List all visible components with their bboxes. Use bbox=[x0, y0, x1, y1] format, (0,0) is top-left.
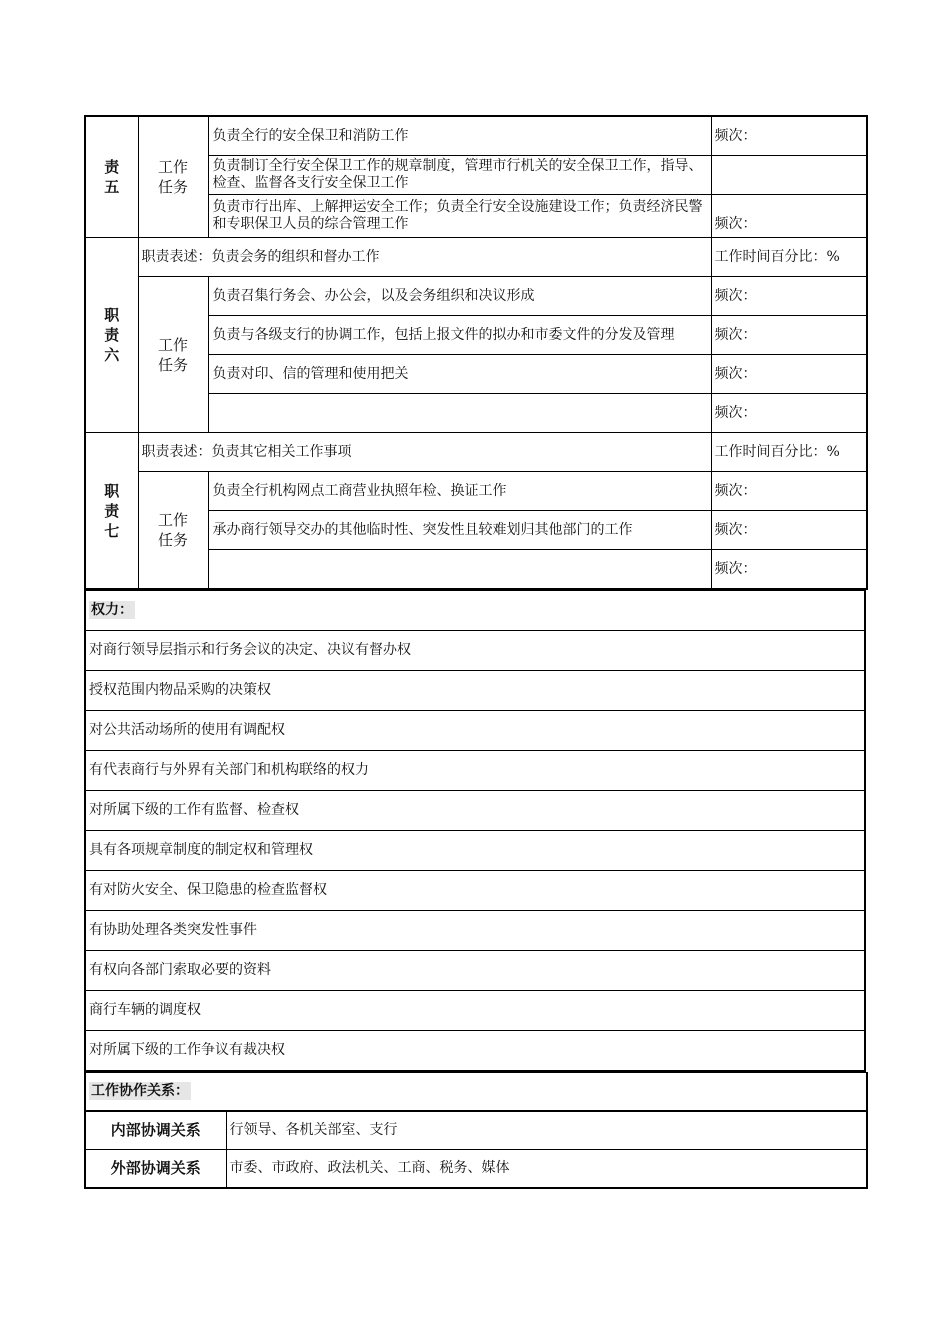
duty7-task-3 bbox=[208, 550, 711, 590]
relations-table bbox=[84, 1072, 868, 1189]
internal-relations-row bbox=[85, 1111, 867, 1150]
power-row bbox=[85, 871, 865, 911]
duty5-task-label-text: 工作 任务 bbox=[157, 158, 188, 196]
duty7-freq-1: 频次： bbox=[711, 472, 867, 511]
duty5-freq-3: 频次： bbox=[711, 195, 867, 238]
power-row bbox=[85, 751, 865, 791]
power-item-10: 商行车辆的调度权 bbox=[85, 991, 865, 1031]
power-item-3: 对公共活动场所的使用有调配权 bbox=[85, 711, 865, 751]
duty7-task-label-text: 工作 任务 bbox=[157, 511, 188, 549]
powers-table bbox=[84, 590, 866, 1072]
powers-heading: 权力： bbox=[91, 602, 133, 618]
duty7-percent: 工作时间百分比：% bbox=[711, 433, 867, 472]
internal-relations-value: 行领导、各机关部室、支行 bbox=[226, 1111, 867, 1150]
power-item-8: 有协助处理各类突发性事件 bbox=[85, 911, 865, 951]
external-relations-value: 市委、市政府、政法机关、工商、税务、媒体 bbox=[226, 1150, 867, 1189]
duty7-task-label bbox=[138, 472, 208, 590]
power-item-11: 对所属下级的工作争议有裁决权 bbox=[85, 1031, 865, 1072]
power-row bbox=[85, 671, 865, 711]
duty6-statement: 职责表述：负责会务的组织和督办工作 bbox=[138, 238, 711, 277]
duty6-row-1 bbox=[85, 277, 867, 316]
duty6-label-text: 职 责 六 bbox=[104, 306, 120, 364]
duty7-freq-3: 频次： bbox=[711, 550, 867, 590]
power-row bbox=[85, 951, 865, 991]
duty6-task-2: 负责与各级支行的协调工作，包括上报文件的拟办和市委文件的分发及管理 bbox=[208, 316, 711, 355]
duties-table bbox=[84, 115, 868, 590]
powers-heading-cell bbox=[85, 591, 865, 631]
duty5-task-2: 负责制订全行安全保卫工作的规章制度，管理市行机关的安全保卫工作，指导、检查、监督各支行安全保卫工作 bbox=[208, 156, 711, 195]
duty6-percent: 工作时间百分比：% bbox=[711, 238, 867, 277]
duty5-task-label bbox=[138, 116, 208, 238]
duty7-label bbox=[85, 433, 138, 590]
duty5-label bbox=[85, 116, 138, 238]
duty7-task-2: 承办商行领导交办的其他临时性、突发性且较难划归其他部门的工作 bbox=[208, 511, 711, 550]
relations-heading-row bbox=[85, 1073, 867, 1112]
power-row bbox=[85, 991, 865, 1031]
power-row bbox=[85, 711, 865, 751]
power-item-9: 有权向各部门索取必要的资料 bbox=[85, 951, 865, 991]
duty7-statement-row bbox=[85, 433, 867, 472]
duty6-task-4 bbox=[208, 394, 711, 433]
power-item-2: 授权范围内物品采购的决策权 bbox=[85, 671, 865, 711]
power-row bbox=[85, 631, 865, 671]
duty7-label-text: 职 责 七 bbox=[104, 481, 120, 540]
duty6-task-3: 负责对印、信的管理和使用把关 bbox=[208, 355, 711, 394]
power-item-1: 对商行领导层指示和行务会议的决定、决议有督办权 bbox=[85, 631, 865, 671]
duty6-statement-row bbox=[85, 238, 867, 277]
internal-relations-label: 内部协调关系 bbox=[85, 1111, 226, 1150]
power-item-7: 有对防火安全、保卫隐患的检查监督权 bbox=[85, 871, 865, 911]
power-row bbox=[85, 831, 865, 871]
duty7-statement: 职责表述：负责其它相关工作事项 bbox=[138, 433, 711, 472]
power-row bbox=[85, 911, 865, 951]
duty5-label-text: 责 五 bbox=[104, 158, 120, 196]
duty6-task-label bbox=[138, 277, 208, 433]
external-relations-row bbox=[85, 1150, 867, 1189]
power-item-5: 对所属下级的工作有监督、检查权 bbox=[85, 791, 865, 831]
duty7-task-1: 负责全行机构网点工商营业执照年检、换证工作 bbox=[208, 472, 711, 511]
duty5-row-1 bbox=[85, 116, 867, 156]
relations-heading: 工作协作关系： bbox=[91, 1083, 189, 1099]
duty7-freq-2: 频次： bbox=[711, 511, 867, 550]
duty5-task-1: 负责全行的安全保卫和消防工作 bbox=[208, 116, 711, 156]
power-row bbox=[85, 1031, 865, 1072]
duty5-freq-2 bbox=[711, 156, 867, 195]
job-description-sheet bbox=[84, 115, 866, 1189]
duty7-row-1 bbox=[85, 472, 867, 511]
duty6-freq-2: 频次： bbox=[711, 316, 867, 355]
duty5-freq-1: 频次： bbox=[711, 116, 867, 156]
powers-heading-row bbox=[85, 591, 865, 631]
relations-heading-cell bbox=[85, 1073, 867, 1112]
power-row bbox=[85, 791, 865, 831]
duty6-label bbox=[85, 238, 138, 433]
duty6-task-label-text: 工作 任务 bbox=[157, 335, 188, 374]
power-item-4: 有代表商行与外界有关部门和机构联络的权力 bbox=[85, 751, 865, 791]
duty6-task-1: 负责召集行务会、办公会，以及会务组织和决议形成 bbox=[208, 277, 711, 316]
external-relations-label: 外部协调关系 bbox=[85, 1150, 226, 1189]
duty5-task-3: 负责市行出库、上解押运安全工作；负责全行安全设施建设工作；负责经济民警和专职保卫人员的综合管理工作 bbox=[208, 195, 711, 238]
duty6-freq-3: 频次： bbox=[711, 355, 867, 394]
duty6-freq-4: 频次： bbox=[711, 394, 867, 433]
duty6-freq-1: 频次： bbox=[711, 277, 867, 316]
power-item-6: 具有各项规章制度的制定权和管理权 bbox=[85, 831, 865, 871]
